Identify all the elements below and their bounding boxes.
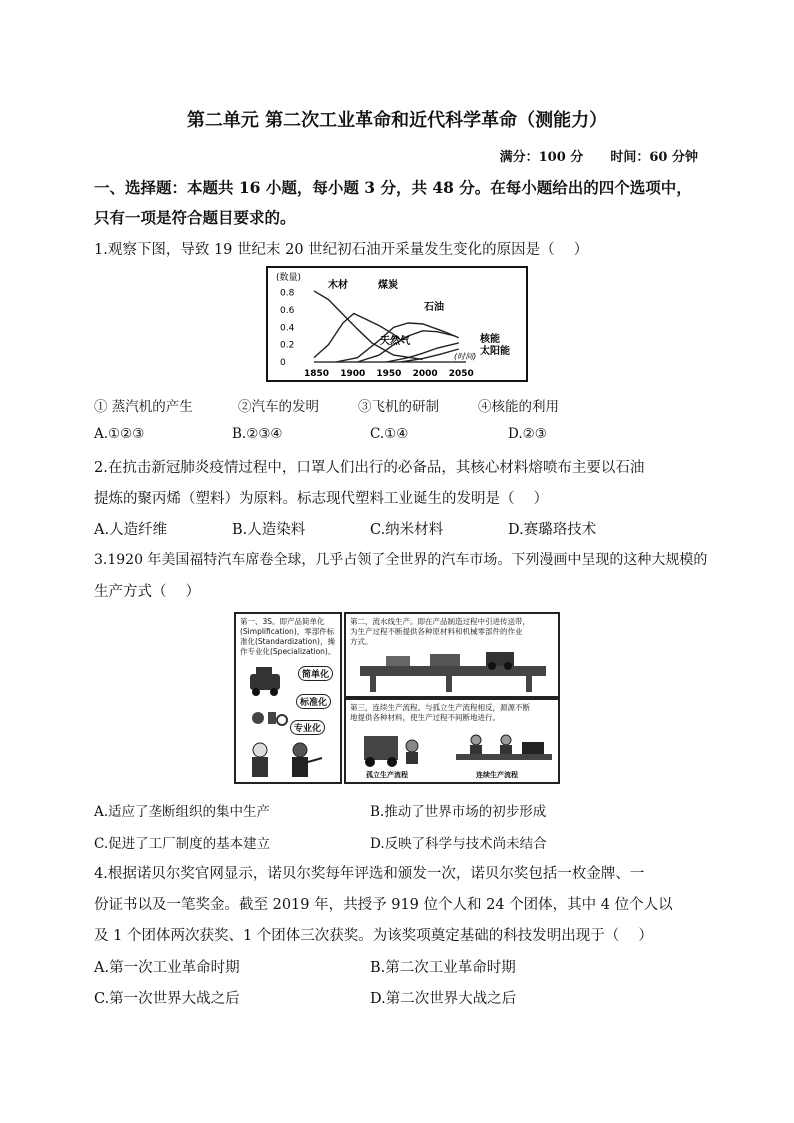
q1-option-b[interactable]: B.②③④ [232,426,283,442]
series-label: 石油 [424,302,444,313]
q2-option-a[interactable]: A.人造纤维 [94,522,168,538]
series-label: 煤炭 [378,280,398,291]
q3-option-c[interactable]: C.促进了工厂制度的基本建立 [94,836,271,852]
q2-option-d[interactable]: D.赛璐珞技术 [508,522,597,538]
page-title: 第二单元 第二次工业革命和近代科学革命（测能力） [186,110,608,131]
question-4-line1: 4.根据诺贝尔奖官网显示，诺贝尔奖每年评选和颁发一次，诺贝尔奖包括一枚金牌、一 [94,866,645,882]
cartoon-panel-2 [344,612,560,698]
q1-item-2: ②汽车的发明 [238,399,319,415]
y-tick-label: 0.4 [280,323,295,334]
panel1-line4: 作专业化(Specialization)。 [240,647,336,656]
x-tick-label: 2000 [412,369,438,379]
panel1-line2: (Simplification)，零部件标 [240,627,335,636]
exam-meta [500,146,698,165]
panel3-line2: 地提供各种材料，使生产过程不间断地进行。 [350,713,500,722]
q4-option-d[interactable]: D.第二次世界大战之后 [370,991,517,1007]
series-label: 核能 [480,334,500,345]
q4-option-c[interactable]: C.第一次世界大战之后 [94,991,240,1007]
q1-option-c[interactable]: C.①④ [370,426,409,442]
workers-icon [252,743,322,777]
q1-item-3: ③飞机的研制 [358,399,439,415]
y-tick-label: 0.2 [280,340,295,351]
section-heading-line2: 只有一项是符合题目要求的。 [94,208,296,227]
tag-continuous-flow: 连续生产流程 [476,771,518,779]
tag-isolated-flow: 孤立生产流程 [366,771,408,779]
question-3-line1: 3.1920 年美国福特汽车席卷全球，几乎占领了全世界的汽车市场。下列漫画中呈现的这种大规模的 [94,552,708,568]
tag-standardize: 标准化 [296,694,331,709]
series-label: 太阳能 [480,346,510,357]
panel3-line1: 第三，连续生产流程。与孤立生产流程相反，源源不断 [350,703,530,712]
chart-ylabel: (数量) [276,273,302,283]
q1-option-a[interactable]: A.①②③ [94,426,145,442]
question-4-line2: 份证书以及一笔奖金。截至 2019 年，共授予 919 位个人和 24 个团体，其中 4 位个人以 [94,897,673,913]
full-score: 满分：100 分 [499,150,584,165]
chart-xlabel: (时间) [454,352,477,361]
tag-specialize: 专业化 [290,720,325,735]
y-tick-label: 0.6 [280,306,295,316]
x-tick-label: 1900 [340,369,366,379]
question-2-line1: 2.在抗击新冠肺炎疫情过程中，口罩人们出行的必备品，其核心材料熔喷布主要以石油 [94,460,645,476]
q1-option-d[interactable]: D.②③ [508,426,547,442]
q4-option-b[interactable]: B.第二次工业革命时期 [370,960,516,976]
panel2-line3: 方式。 [350,637,373,646]
car-icon [250,667,280,696]
assembly-line-icon [346,646,558,696]
cartoon-panel-1 [234,612,342,784]
q3-option-b[interactable]: B.推动了世界市场的初步形成 [370,804,547,820]
q3-option-a[interactable]: A.适应了垄断组织的集中生产 [94,804,271,820]
parts-icon [252,712,287,725]
question-3-line2: 生产方式（ ） [94,584,201,600]
tag-simplify: 简单化 [298,666,333,681]
q4-option-a[interactable]: A.第一次工业革命时期 [94,960,240,976]
series-label: 木材 [328,280,348,291]
panel1-line1: 第一、3S。即产品简单化 [240,617,325,626]
question-1-stem: 1.观察下图，导致 19 世纪末 20 世纪初石油开采量发生变化的原因是（ ） [94,242,589,258]
q1-items [94,395,193,415]
panel2-line2: 为生产过程不断提供各种原材料和机械零部件的作业 [350,627,523,636]
time-limit: 时间：60 分钟 [610,150,698,165]
q2-option-b[interactable]: B.人造染料 [232,522,306,538]
y-tick-label: 0.8 [280,288,295,299]
question-4-line3: 及 1 个团体两次获奖、1 个团体三次获奖。为该奖项奠定基础的科技发明出现于（ ） [94,928,653,944]
y-tick-label: 0 [280,358,286,368]
panel1-line3: 准化(Standardization)，操 [240,637,335,646]
series-label: 天然气 [380,336,410,347]
energy-chart [266,266,528,382]
panel2-line1: 第二，流水线生产。即在产品制造过程中引进传送带， [350,617,530,626]
q2-option-c[interactable]: C.纳米材料 [370,522,444,538]
x-tick-label: 1950 [376,369,402,379]
x-tick-label: 1850 [304,369,330,379]
x-tick-label: 2050 [448,369,474,379]
cartoon-panel-3 [344,698,560,784]
question-2-line2: 提炼的聚丙烯（塑料）为原料。标志现代塑料工业诞生的发明是（ ） [94,491,549,507]
q1-item-4: ④核能的利用 [478,399,559,415]
section-heading-line1: 一、选择题：本题共 16 小题，每小题 3 分，共 48 分。在每小题给出的四个选项中， [94,178,692,197]
q3-option-d[interactable]: D.反映了科学与技术尚未结合 [370,836,547,852]
q1-item-1: ① 蒸汽机的产生 [94,399,193,415]
